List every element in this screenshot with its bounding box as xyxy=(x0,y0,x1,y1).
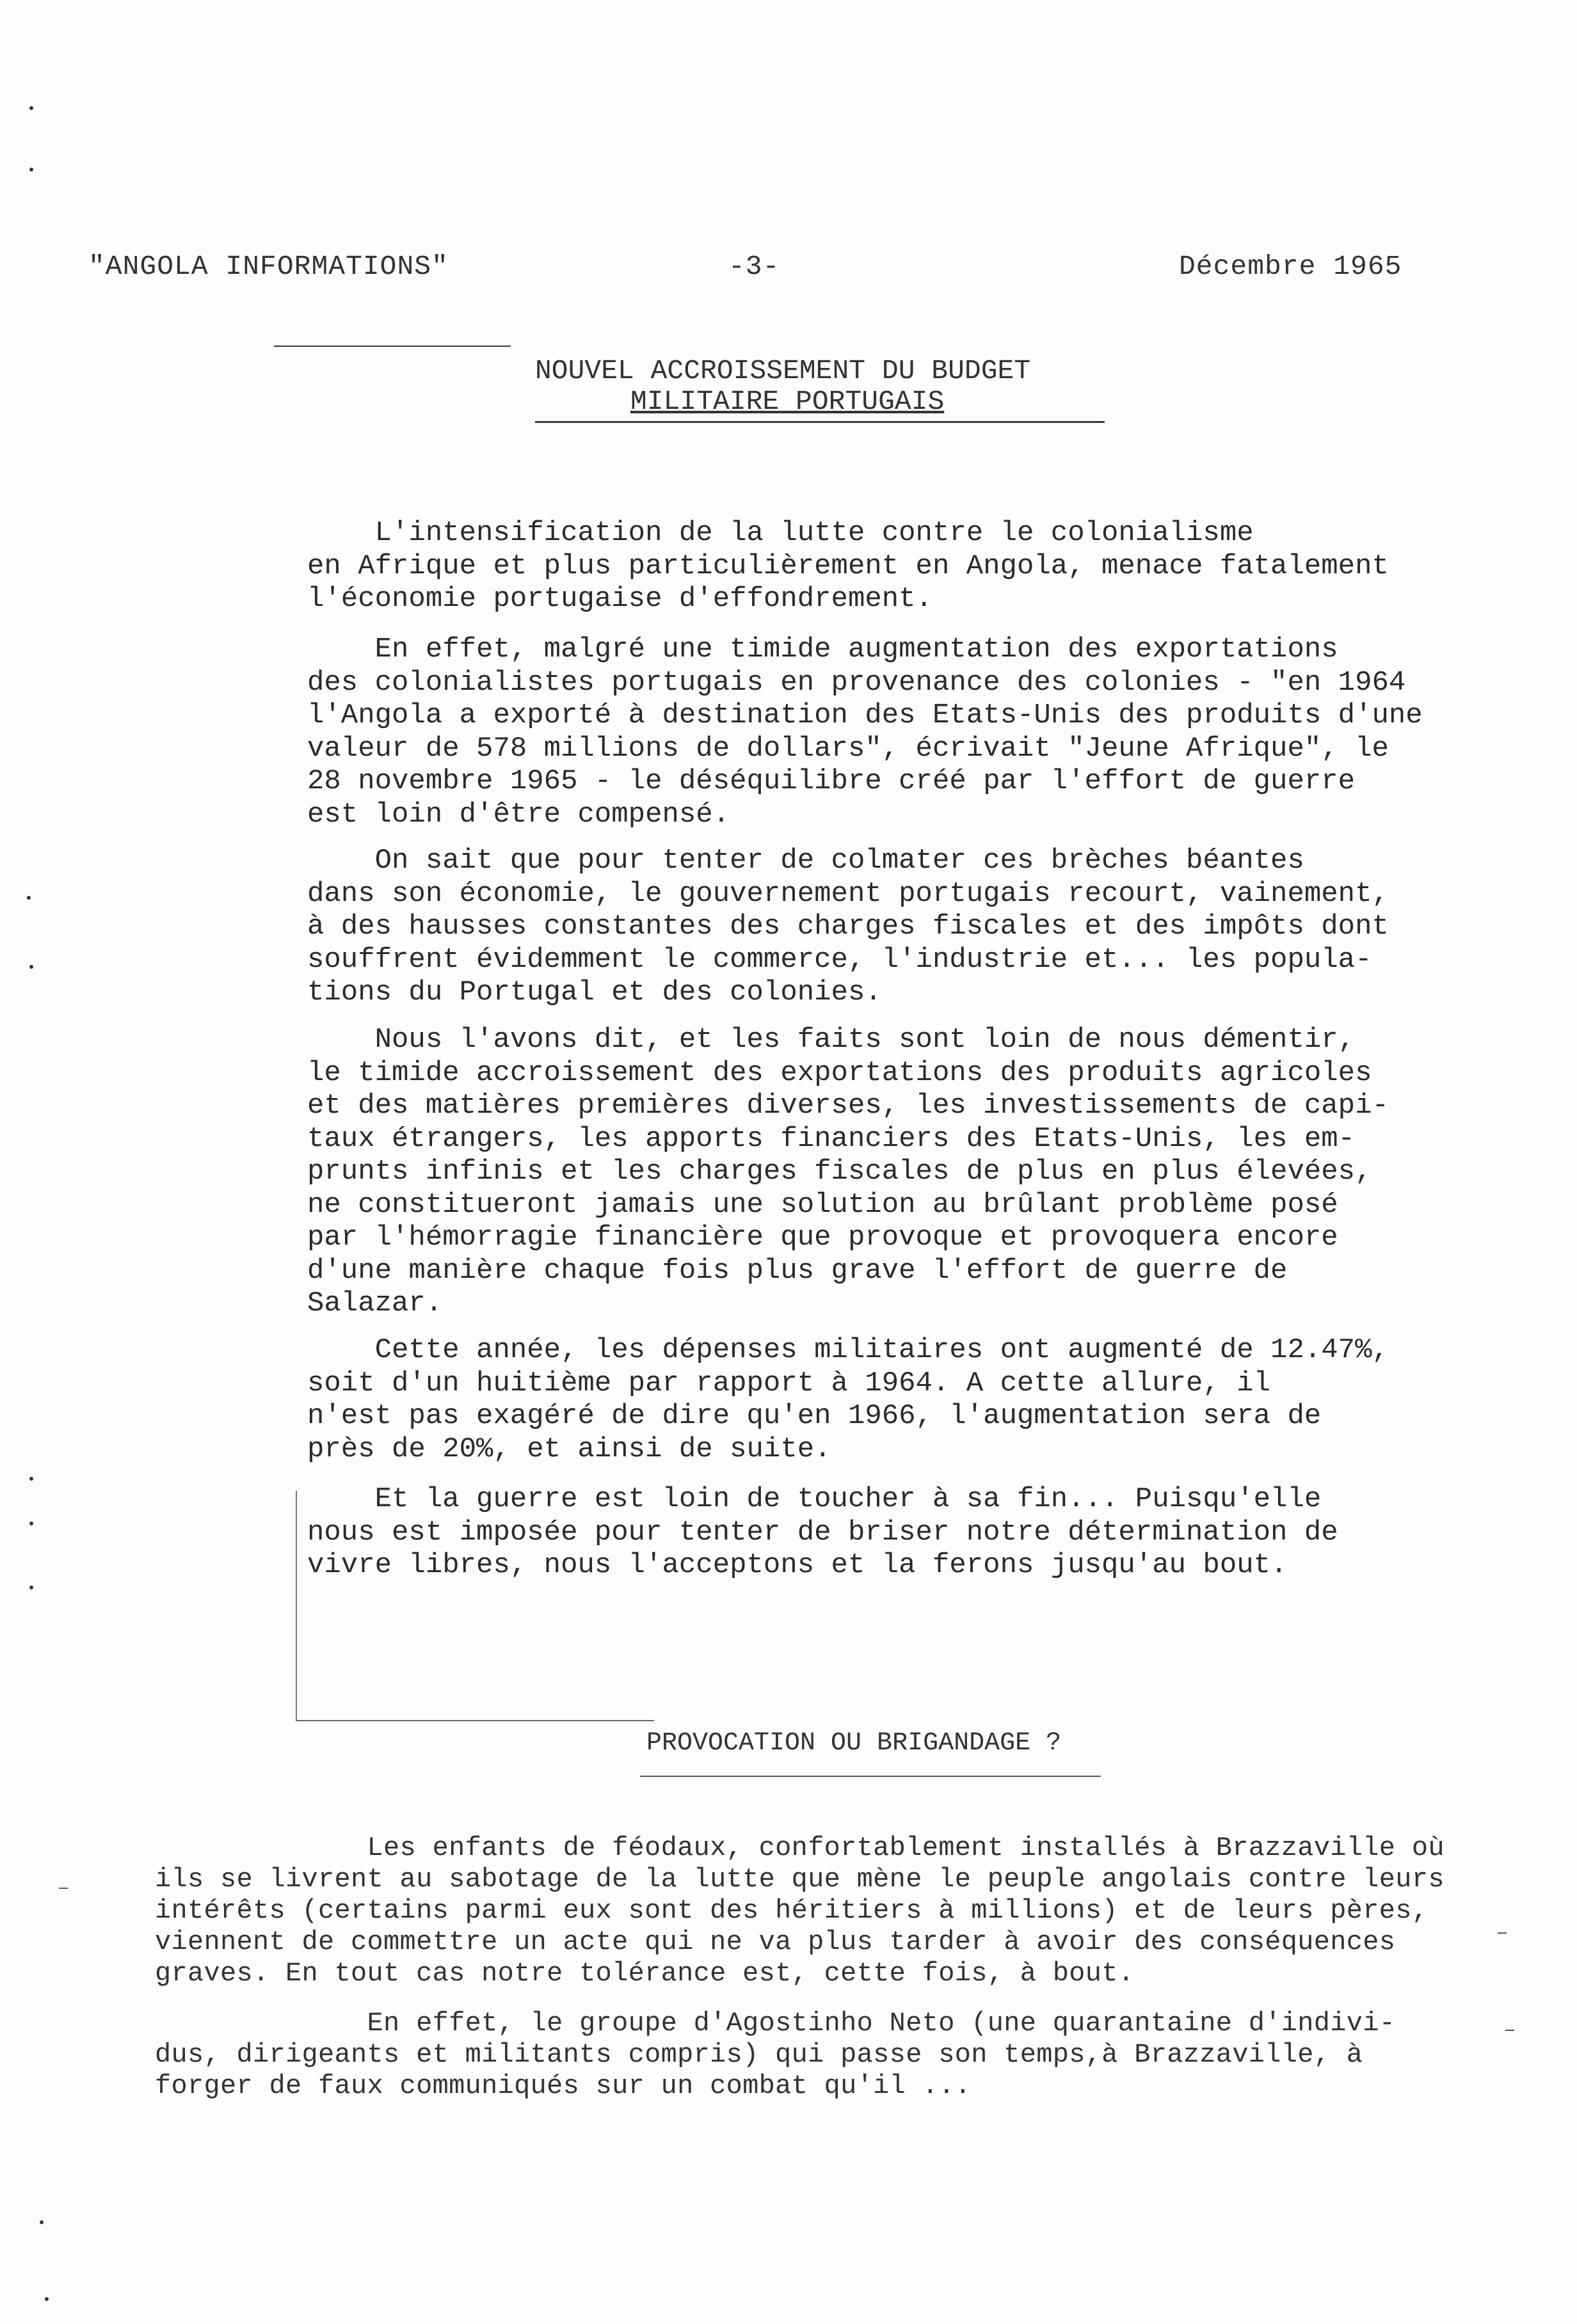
issue-date: Décembre 1965 xyxy=(1179,251,1402,282)
publication-name: "ANGOLA INFORMATIONS" xyxy=(88,251,449,282)
article1-paragraph-3: On sait que pour tenter de colmater ces brèches béantes dans son économie, le gouvernement portugais recourt, vainement, à des hausses constantes des charges fiscales et des impôts dont souffrent évidemment le commerce, l'industrie et... les popula- tions du Portugal et des colonies. xyxy=(307,845,1389,1008)
scan-mark xyxy=(29,1477,33,1481)
article2-title-rule xyxy=(640,1776,1101,1777)
scan-mark xyxy=(59,1888,68,1889)
title-top-rule xyxy=(274,346,511,347)
scan-mark xyxy=(29,965,33,969)
article1-paragraph-4: Nous l'avons dit, et les faits sont loin de nous démentir, le timide accroissement des exportations des produits agricoles et des matières premières diverses, les investissements de capi- taux étrangers, les apports financiers des Etats-Unis, les em- prunts infinis et les charges fiscales de plus en plus élevées, ne constitueront jamais une solution au brûlant problème posé par l'hémorragie financière que provoque et provoquera encore d'une manière chaque fois plus grave l'effort de guerre de Salazar. xyxy=(307,1024,1389,1319)
scan-mark xyxy=(1498,1932,1507,1934)
article1-paragraph-5: Cette année, les dépenses militaires ont augmenté de 12.47%, soit d'un huitième par rapport à 1964. A cette allure, il n'est pas exagéré de dire qu'en 1966, l'augmentation sera de près de 20%, et ainsi de suite. xyxy=(307,1334,1389,1465)
scan-mark xyxy=(40,2220,44,2224)
scan-mark xyxy=(45,2297,49,2301)
scan-mark xyxy=(29,1522,33,1525)
scan-mark xyxy=(1505,2030,1514,2031)
article2-paragraph-1: Les enfants de féodaux, confortablement installés à Brazzaville où ils se livrent au sabotage de la lutte que mène le peuple angolais contre leurs intérêts (certains parmi eux sont des héritiers à millions) et de leurs pères, viennent de commettre un acte qui ne va plus tarder à avoir des conséquences graves. En tout cas notre tolérance est, cette fois, à bout. xyxy=(155,1833,1445,1989)
page-number: -3- xyxy=(728,251,780,282)
article2-title: PROVOCATION OU BRIGANDAGE ? xyxy=(646,1729,1062,1758)
article1-title-line2: MILITAIRE PORTUGAIS xyxy=(630,386,945,417)
margin-bracket-line xyxy=(296,1491,297,1721)
scan-mark xyxy=(29,106,33,110)
article1-title-line1: NOUVEL ACCROISSEMENT DU BUDGET xyxy=(535,355,1031,386)
title-bottom-rule xyxy=(535,421,1105,423)
scan-mark xyxy=(29,1586,33,1589)
article1-paragraph-6: Et la guerre est loin de toucher à sa fin... Puisqu'elle nous est imposée pour tenter de briser notre détermination de vivre libres, nous l'acceptons et la ferons jusqu'au bout. xyxy=(307,1483,1338,1581)
article1-paragraph-2: En effet, malgré une timide augmentation des exportations des colonialistes portugais en provenance des colonies - "en 1964 l'Angola a exporté à destination des Etats-Unis des produits d'une valeur de 578 millions de dollars", écrivait "Jeune Afrique", le 28 novembre 1965 - le déséquilibre créé par l'effort de guerre est loin d'être compensé. xyxy=(307,633,1423,831)
article2-paragraph-2: En effet, le groupe d'Agostinho Neto (une quarantaine d'indivi- dus, dirigeants et militants compris) qui passe son temps,à Brazzaville, à forger de faux communiqués sur un combat qu'il ... xyxy=(155,2008,1396,2101)
article1-paragraph-1: L'intensification de la lutte contre le colonialisme en Afrique et plus particulièrement en Angola, menace fatalement l'économie portugaise d'effondrement. xyxy=(307,517,1389,615)
bracket-bottom-rule xyxy=(296,1720,654,1721)
scan-mark xyxy=(29,168,33,171)
scan-mark xyxy=(27,896,31,900)
